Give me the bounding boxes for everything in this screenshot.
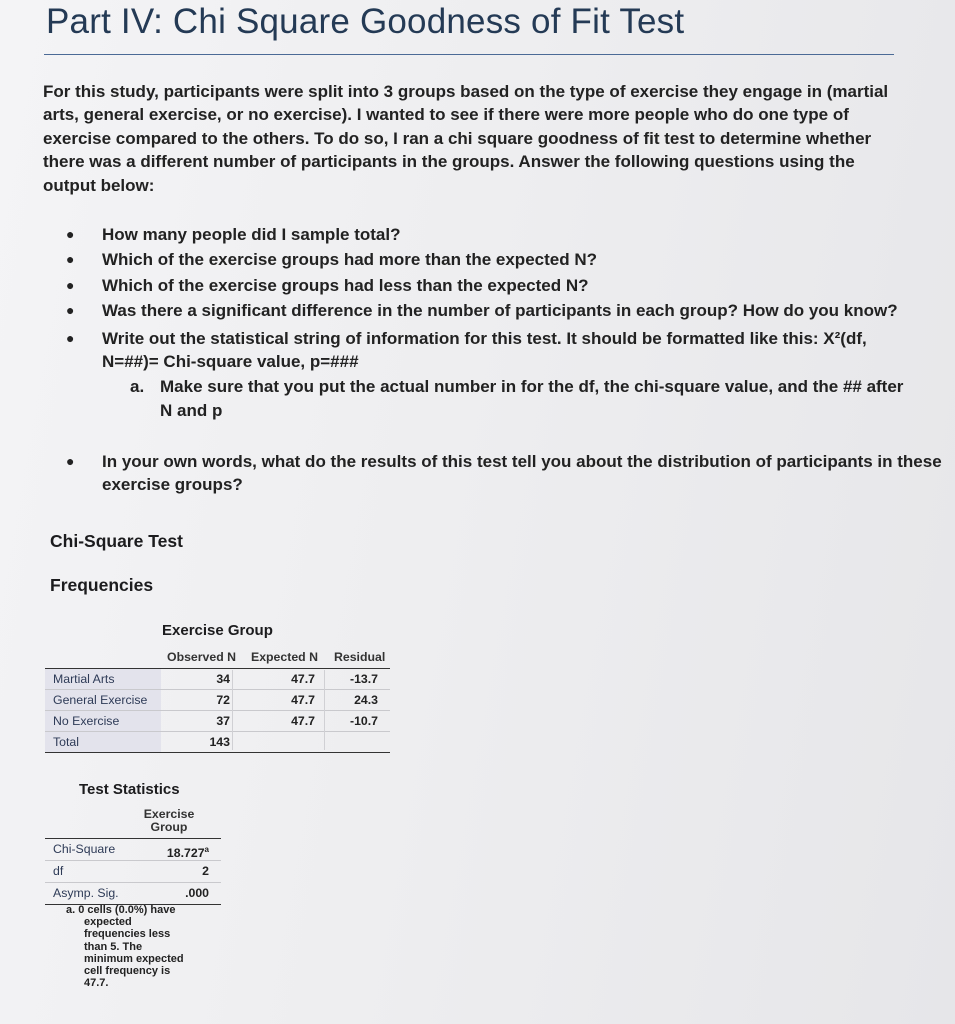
column-divider [324, 670, 325, 750]
observed-cell: 72 [216, 693, 230, 707]
column-header-expected: Expected N [251, 650, 318, 664]
stat-value: 18.727$^a$ [166, 845, 209, 861]
stat-value: .000 [185, 886, 209, 900]
question-list [60, 223, 942, 495]
footnote-line: than 5. The [84, 940, 143, 953]
observed-cell: 34 [216, 672, 230, 686]
frequencies-header-row [45, 648, 390, 669]
frequencies-heading: Frequencies [50, 575, 154, 595]
expected-cell: 47.7 [291, 672, 315, 686]
subquestion-label: a. [130, 377, 145, 397]
question-item [60, 248, 910, 271]
question-text: Which of the exercise groups had less than the expected N? [102, 275, 589, 295]
stat-value: 2 [202, 864, 209, 878]
question-item [60, 450, 952, 497]
table-row-total [45, 732, 390, 753]
test-statistics-header [45, 806, 221, 839]
question-text: In your own words, what do the results of this test tell you about the distribution of participants in these exercise groups? [102, 452, 942, 495]
stat-label: Chi-Square [53, 842, 116, 856]
column-header-observed: Observed N [167, 650, 237, 664]
observed-cell: 37 [216, 714, 230, 728]
footnote-line: expected [84, 916, 132, 929]
bullet-icon: ● [66, 226, 75, 242]
question-item [60, 274, 910, 297]
column-divider [232, 670, 233, 750]
footnote-line: 47.7. [84, 977, 109, 990]
intro-paragraph: For this study, participants were split into 3 groups based on the type of exercise they engage in (martial arts, general exercise, or no exercise). I wanted to see if there were more people who do one type of exercise compared to the others. To do so, I ran a chi square goodness of fit test to determine whether there was a different number of participants in the groups. Answer the following questions using the output below: [43, 82, 889, 195]
frequencies-variable-title: Exercise Group [162, 622, 273, 639]
footnote-marker: a [204, 845, 209, 854]
footnote-line: cell frequency is [84, 965, 171, 978]
table-footnote [66, 904, 196, 989]
page-title: Part IV: Chi Square Goodness of Fit Test [46, 2, 685, 41]
expected-cell: 47.7 [291, 714, 315, 728]
row-label: Martial Arts [45, 669, 161, 689]
test-statistics-table [45, 806, 221, 905]
chi-square-heading: Chi-Square Test [50, 531, 183, 551]
question-text: How many people did I sample total? [102, 225, 401, 244]
row-label: General Exercise [45, 690, 161, 710]
bullet-icon: ● [66, 251, 75, 268]
bullet-icon: ● [66, 276, 75, 293]
table-row [45, 711, 390, 732]
subquestion-item [102, 375, 910, 422]
stats-row [45, 861, 221, 883]
title-divider [44, 54, 894, 55]
table-row [45, 669, 390, 690]
footnote-line: frequencies less [84, 928, 171, 941]
observed-cell: 143 [209, 735, 230, 749]
subquestion-text: Make sure that you put the actual number in for the df, the chi-square value, and the ## after N and p [160, 377, 904, 420]
stat-label: Asymp. Sig. [53, 886, 119, 900]
expected-cell: 47.7 [291, 693, 315, 707]
table-row [45, 690, 390, 711]
footnote-line: minimum expected [84, 952, 184, 965]
question-text: Which of the exercise groups had more than the expected N? [102, 250, 597, 270]
bullet-icon: ● [66, 453, 75, 469]
question-item [60, 299, 910, 322]
footnote-line: a. 0 cells (0.0%) have [66, 904, 176, 916]
stats-row [45, 883, 221, 905]
question-text: Write out the statistical string of information for this test. It should be formatted like this: X²(df, N=##)= Chi-square value, p=### [102, 328, 867, 372]
row-label: Total [45, 732, 161, 752]
stats-row [45, 839, 221, 861]
test-statistics-heading: Test Statistics [79, 781, 180, 798]
question-item [60, 223, 910, 246]
question-text: Was there a significant difference in the number of participants in each group? How do you know? [102, 301, 898, 321]
bullet-icon: ● [66, 329, 75, 346]
row-label: No Exercise [45, 711, 161, 731]
residual-cell: -10.7 [349, 714, 378, 728]
question-item [60, 327, 910, 423]
column-header-residual: Residual [334, 650, 386, 664]
stat-label: df [53, 864, 64, 878]
bullet-icon: ● [66, 302, 75, 319]
residual-cell: 24.3 [354, 693, 378, 707]
frequencies-table [45, 648, 390, 753]
stats-column-header: Exercise Group [143, 807, 195, 834]
residual-cell: -13.7 [349, 672, 378, 686]
